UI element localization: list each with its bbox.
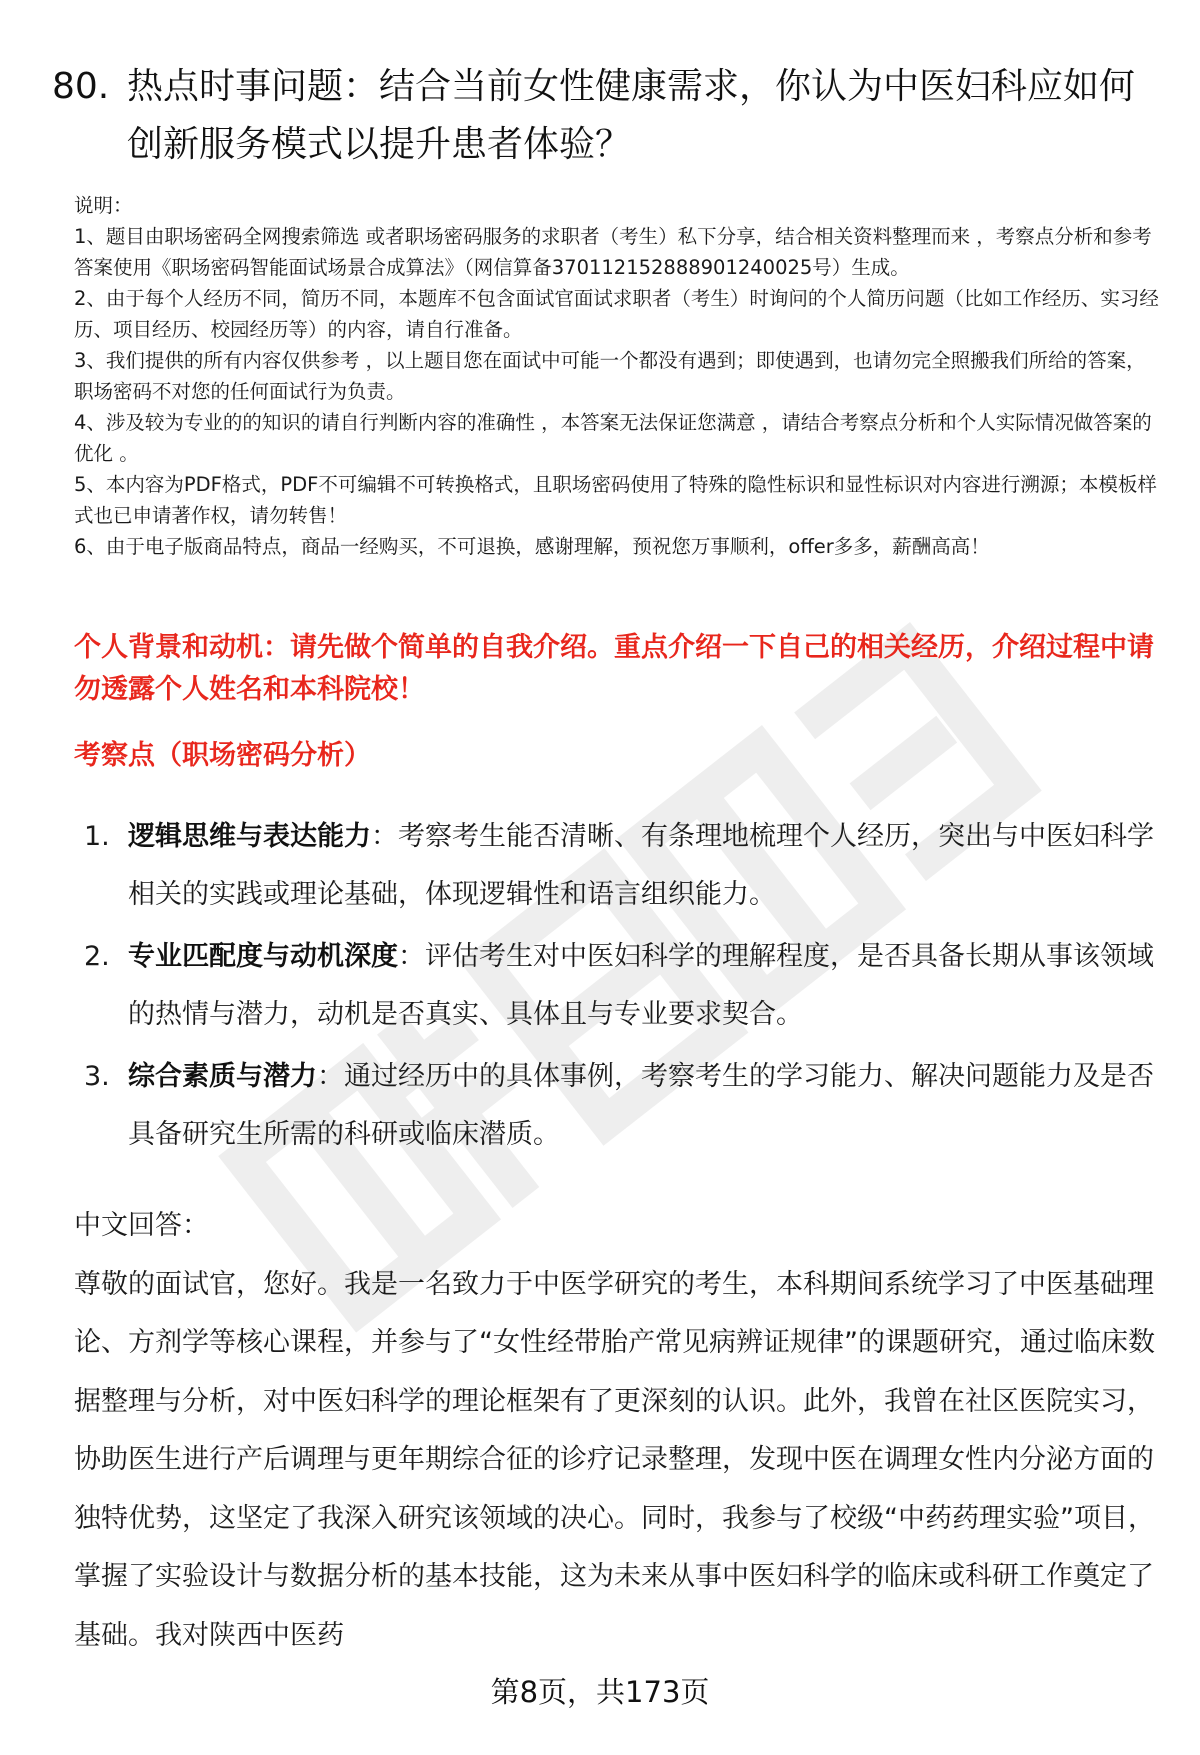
notes-heading: 说明： [74,194,133,217]
note-item: 4、涉及较为专业的的知识的请自行判断内容的准确性 ，本答案无法保证您满意 ，请结合考察点分析和个人实际情况做答案的优化 。 [74,411,1152,465]
page-footer: 第8页，共173页 [490,1675,710,1709]
point-title: 逻辑思维与表达能力 [128,821,371,852]
note-item: 5、本内容为PDF格式，PDF不可编辑不可转换格式，且职场密码使用了特殊的隐性标识和显性标识对内容进行溯源；本模板样式也已申请著作权，请勿转售！ [74,473,1157,527]
note-item: 6、由于电子版商品特点，商品一经购买，不可退换，感谢理解，预祝您万事顺利，offer多多，薪酬高高！ [74,535,990,558]
background-heading: 个人背景和动机：请先做个简单的自我介绍。重点介绍一下自己的相关经历，介绍过程中请勿透露个人姓名和本科院校！ [74,632,1154,705]
assessment-point [84,928,1154,1044]
point-number: 2. [84,941,110,972]
point-text: ：评估考生对中医妇科学的理解程度，是否具备长期从事该领域的热情与潜力，动机是否真实、具体且与专业要求契合。 [128,941,1154,1030]
question-text: 热点时事问题：结合当前女性健康需求，你认为中医妇科应如何创新服务模式以提升患者体验？ [127,66,1136,165]
note-item: 2、由于每个人经历不同，简历不同，本题库不包含面试官面试求职者（考生）时询问的个人简历问题（比如工作经历、实习经历、项目经历、校园经历等）的内容，请自行准备。 [74,287,1159,341]
point-text: ：通过经历中的具体事例，考察考生的学习能力、解决问题能力及是否具备研究生所需的科研或临床潜质。 [128,1061,1154,1150]
assessment-heading: 考察点（职场密码分析） [74,740,371,771]
point-number: 3. [84,1061,110,1092]
point-text: ：考察考生能否清晰、有条理地梳理个人经历，突出与中医妇科学相关的实践或理论基础，体现逻辑性和语言组织能力。 [128,821,1154,910]
point-title: 综合素质与潜力 [128,1061,317,1092]
assessment-point [84,808,1154,924]
note-item: 1、题目由职场密码全网搜索筛选 或者职场密码服务的求职者（考生）私下分享，结合相关资料整理而来 ，考察点分析和参考答案使用《职场密码智能面试场景合成算法》（网信算备370112152888901240025号）生成。 [74,225,1152,279]
point-title: 专业匹配度与动机深度 [128,941,398,972]
point-number: 1. [84,821,110,852]
assessment-point [84,1048,1154,1164]
disclaimer-notes [74,190,1164,562]
question-number: 80. [52,66,110,107]
answer-section [74,1197,1156,1665]
note-item: 3、我们提供的所有内容仅供参考 ，以上题目您在面试中可能一个都没有遇到；即使遇到，也请勿完全照搬我们所给的答案，职场密码不对您的任何面试行为负责。 [74,349,1146,403]
assessment-points [84,808,1154,1168]
answer-text: 尊敬的面试官，您好。我是一名致力于中医学研究的考生，本科期间系统学习了中医基础理论、方剂学等核心课程，并参与了“女性经带胎产常见病辨证规律”的课题研究，通过临床数据整理与分析，对中医妇科学的理论框架有了更深刻的认识。此外，我曾在社区医院实习，协助医生进行产后调理与更年期综合征的诊疗记录整理，发现中医在调理女性内分泌方面的独特优势，这坚定了我深入研究该领域的决心。同时，我参与了校级“中药药理实验”项目，掌握了实验设计与数据分析的基本技能，这为未来从事中医妇科学的临床或科研工作奠定了基础。我对陕西中医药 [74,1268,1155,1651]
answer-heading: 中文回答： [74,1210,209,1241]
